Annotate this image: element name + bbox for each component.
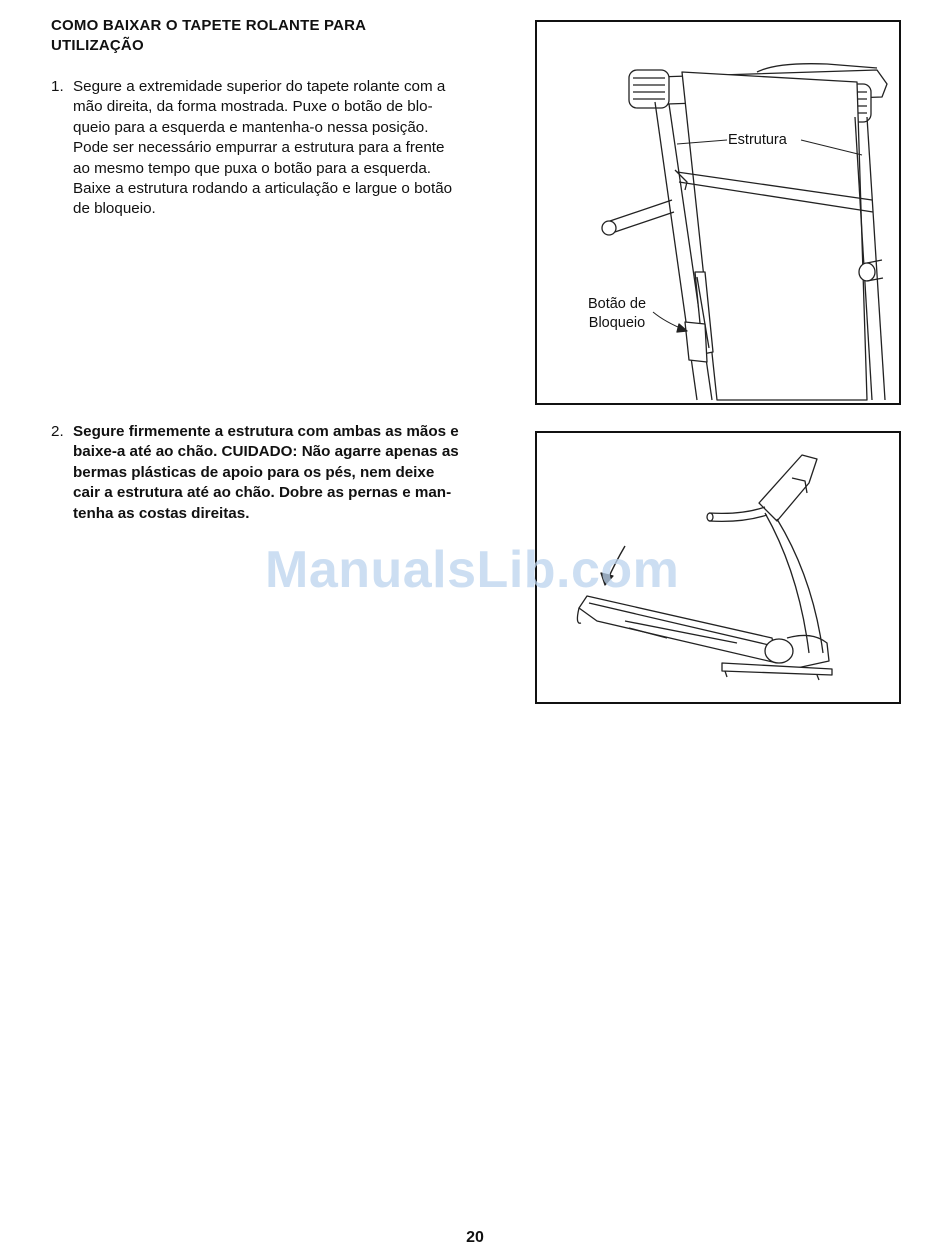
step-1-line: de bloqueio. [73, 200, 156, 218]
step-2-line: bermas plásticas de apoio para os pés, nem deixe [73, 463, 435, 481]
label-estrutura: Estrutura [728, 132, 787, 148]
step-2 [51, 422, 507, 524]
label-botao-de-bloqueio [577, 295, 657, 333]
watermark-text: ManualsLib.com [265, 541, 680, 599]
section-title [51, 16, 471, 56]
step-2-text [73, 422, 507, 524]
step-2-line: Segure firmemente a estrutura com ambas as mãos e [73, 423, 459, 440]
treadmill-upright-illustration [537, 22, 899, 403]
step-1-line: Segure a extremidade superior do tapete rolante com a [73, 78, 446, 95]
step-2-line: baixe-a até ao chão. CUIDADO: Não agarre apenas as [73, 443, 459, 461]
step-2-line: tenha as costas direitas. [73, 504, 250, 522]
step-1-number: 1. [51, 78, 64, 95]
step-1-line: Baixe a estrutura rodando a articulação e largue o botão [73, 180, 453, 198]
step-1-text [73, 77, 507, 220]
step-1-line: ao mesmo tempo que puxa o botão para a esquerda. [73, 159, 431, 177]
step-1 [51, 77, 507, 220]
section-title-line-2: UTILIZAÇÃO [51, 37, 144, 54]
section-title-line-1: COMO BAIXAR O TAPETE ROLANTE PARA [51, 17, 367, 34]
page-number: 20 [466, 1229, 484, 1246]
step-2-number: 2. [51, 423, 64, 440]
step-1-line: queio para a esquerda e mantenha-o nessa posição. [73, 118, 429, 136]
step-2-line: cair a estrutura até ao chão. Dobre as pernas e man- [73, 484, 452, 502]
label-botao-line-1: Botão de [587, 296, 647, 312]
step-1-line: Pode ser necessário empurrar a estrutura para a frente [73, 139, 445, 157]
step-1-line: mão direita, da forma mostrada. Puxe o botão de blo- [73, 98, 433, 116]
label-botao-line-2: Bloqueio [588, 315, 646, 331]
figure-frame-latch [535, 20, 901, 405]
